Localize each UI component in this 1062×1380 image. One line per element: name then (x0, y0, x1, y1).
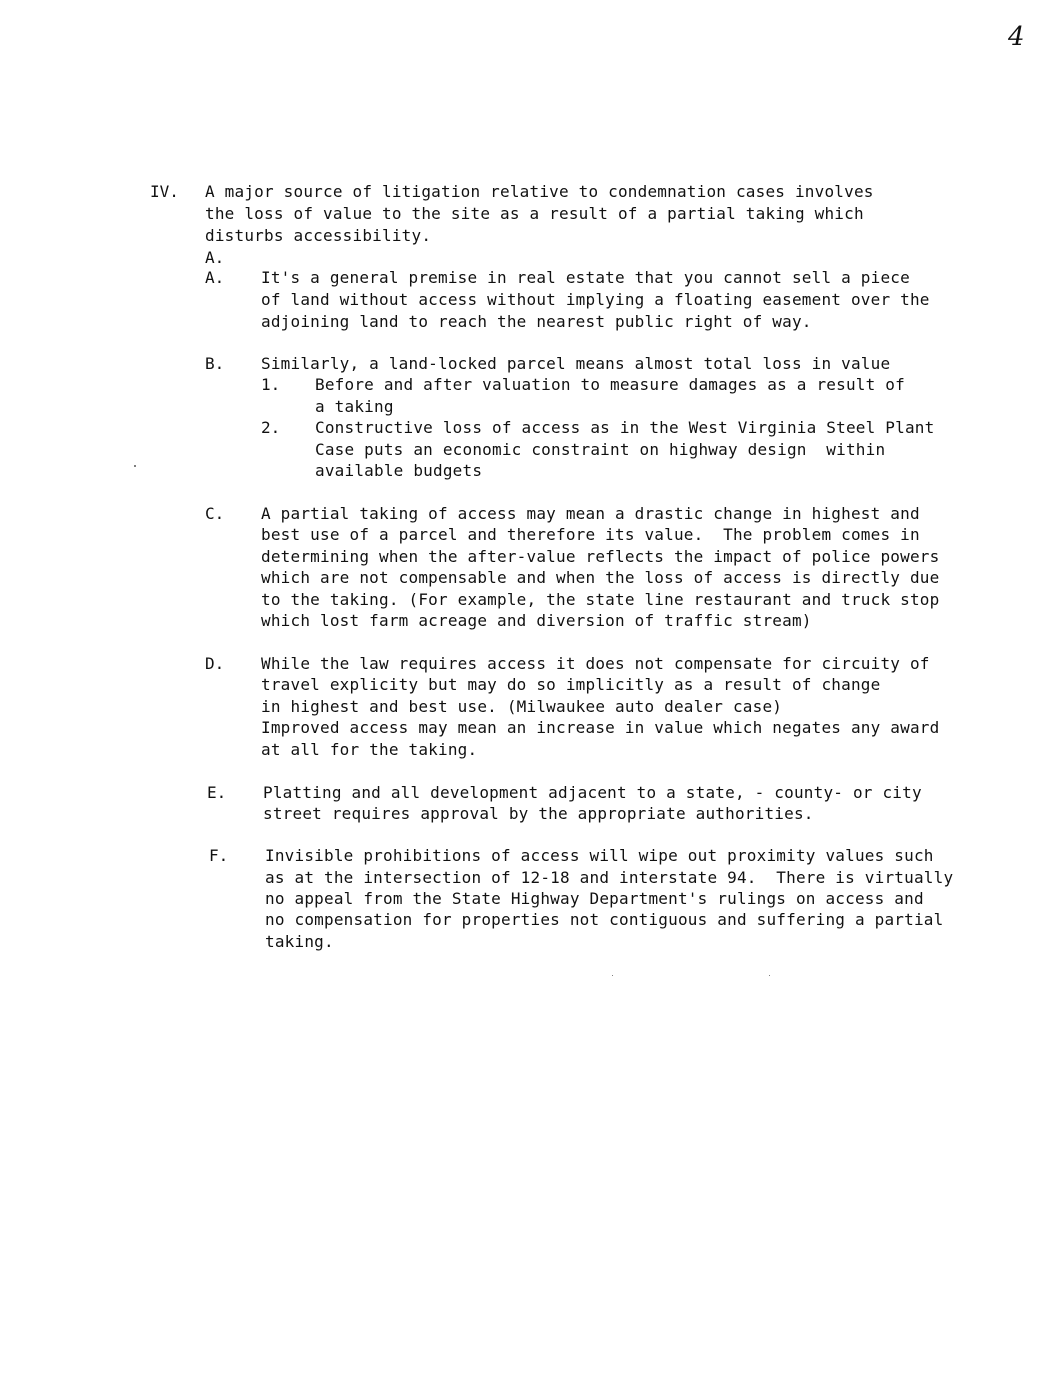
item-b-sub1-line: a taking (315, 397, 394, 416)
item-c-marker: C. (205, 504, 225, 523)
scan-speck (612, 975, 613, 976)
item-a-marker: A. (205, 268, 225, 287)
item-c-line: determining when the after-value reflects the impact of police powers (261, 547, 940, 566)
item-b-marker: B. (205, 354, 225, 373)
item-b-sub2-marker: 2. (261, 418, 281, 437)
item-b-line: Similarly, a land-locked parcel means almost total loss in value (261, 354, 891, 373)
stray-marker: A. (205, 248, 225, 267)
section-numeral: IV. (150, 182, 179, 201)
item-d-line: travel explicity but may do so implicitly as a result of change (261, 675, 881, 694)
scan-speck (134, 465, 136, 467)
item-d-marker: D. (205, 654, 225, 673)
item-a-line: It's a general premise in real estate that you cannot sell a piece (261, 268, 910, 287)
item-d-line: at all for the taking. (261, 740, 478, 759)
item-c-line: which are not compensable and when the loss of access is directly due (261, 568, 940, 587)
item-c-line: A partial taking of access may mean a drastic change in highest and (261, 504, 920, 523)
intro-line: A major source of litigation relative to condemnation cases involves (205, 182, 874, 201)
scan-speck (769, 975, 770, 976)
item-d-line: While the law requires access it does not compensate for circuity of (261, 654, 930, 673)
item-c-line: which lost farm acreage and diversion of traffic stream) (261, 611, 812, 630)
item-b-sub2-line: Case puts an economic constraint on highway design within (315, 440, 886, 459)
intro-line: disturbs accessibility. (205, 226, 432, 245)
item-f-line: as at the intersection of 12-18 and interstate 94. There is virtually (265, 868, 954, 887)
page-number: 4 (1008, 22, 1025, 52)
item-a-line: of land without access without implying a floating easement over the (261, 290, 930, 309)
item-a-line: adjoining land to reach the nearest public right of way. (261, 312, 812, 331)
item-d-line: Improved access may mean an increase in value which negates any award (261, 718, 940, 737)
item-b-sub1-line: Before and after valuation to measure damages as a result of (315, 375, 905, 394)
item-f-line: no appeal from the State Highway Department's rulings on access and (265, 889, 924, 908)
item-c-line: to the taking. (For example, the state line restaurant and truck stop (261, 590, 940, 609)
item-f-line: no compensation for properties not contiguous and suffering a partial (265, 910, 944, 929)
item-d-line: in highest and best use. (Milwaukee auto dealer case) (261, 697, 783, 716)
item-b-sub2-line: available budgets (315, 461, 483, 480)
item-b-sub2-line: Constructive loss of access as in the West Virginia Steel Plant (315, 418, 935, 437)
item-e-marker: E. (207, 783, 227, 802)
item-f-marker: F. (209, 846, 229, 865)
item-e-line: Platting and all development adjacent to a state, - county- or city (263, 783, 922, 802)
item-b-sub1-marker: 1. (261, 375, 281, 394)
intro-line: the loss of value to the site as a result of a partial taking which (205, 204, 864, 223)
item-f-line: Invisible prohibitions of access will wipe out proximity values such (265, 846, 934, 865)
item-e-line: street requires approval by the appropriate authorities. (263, 804, 814, 823)
item-c-line: best use of a parcel and therefore its value. The problem comes in (261, 525, 920, 544)
item-f-line: taking. (265, 932, 334, 951)
